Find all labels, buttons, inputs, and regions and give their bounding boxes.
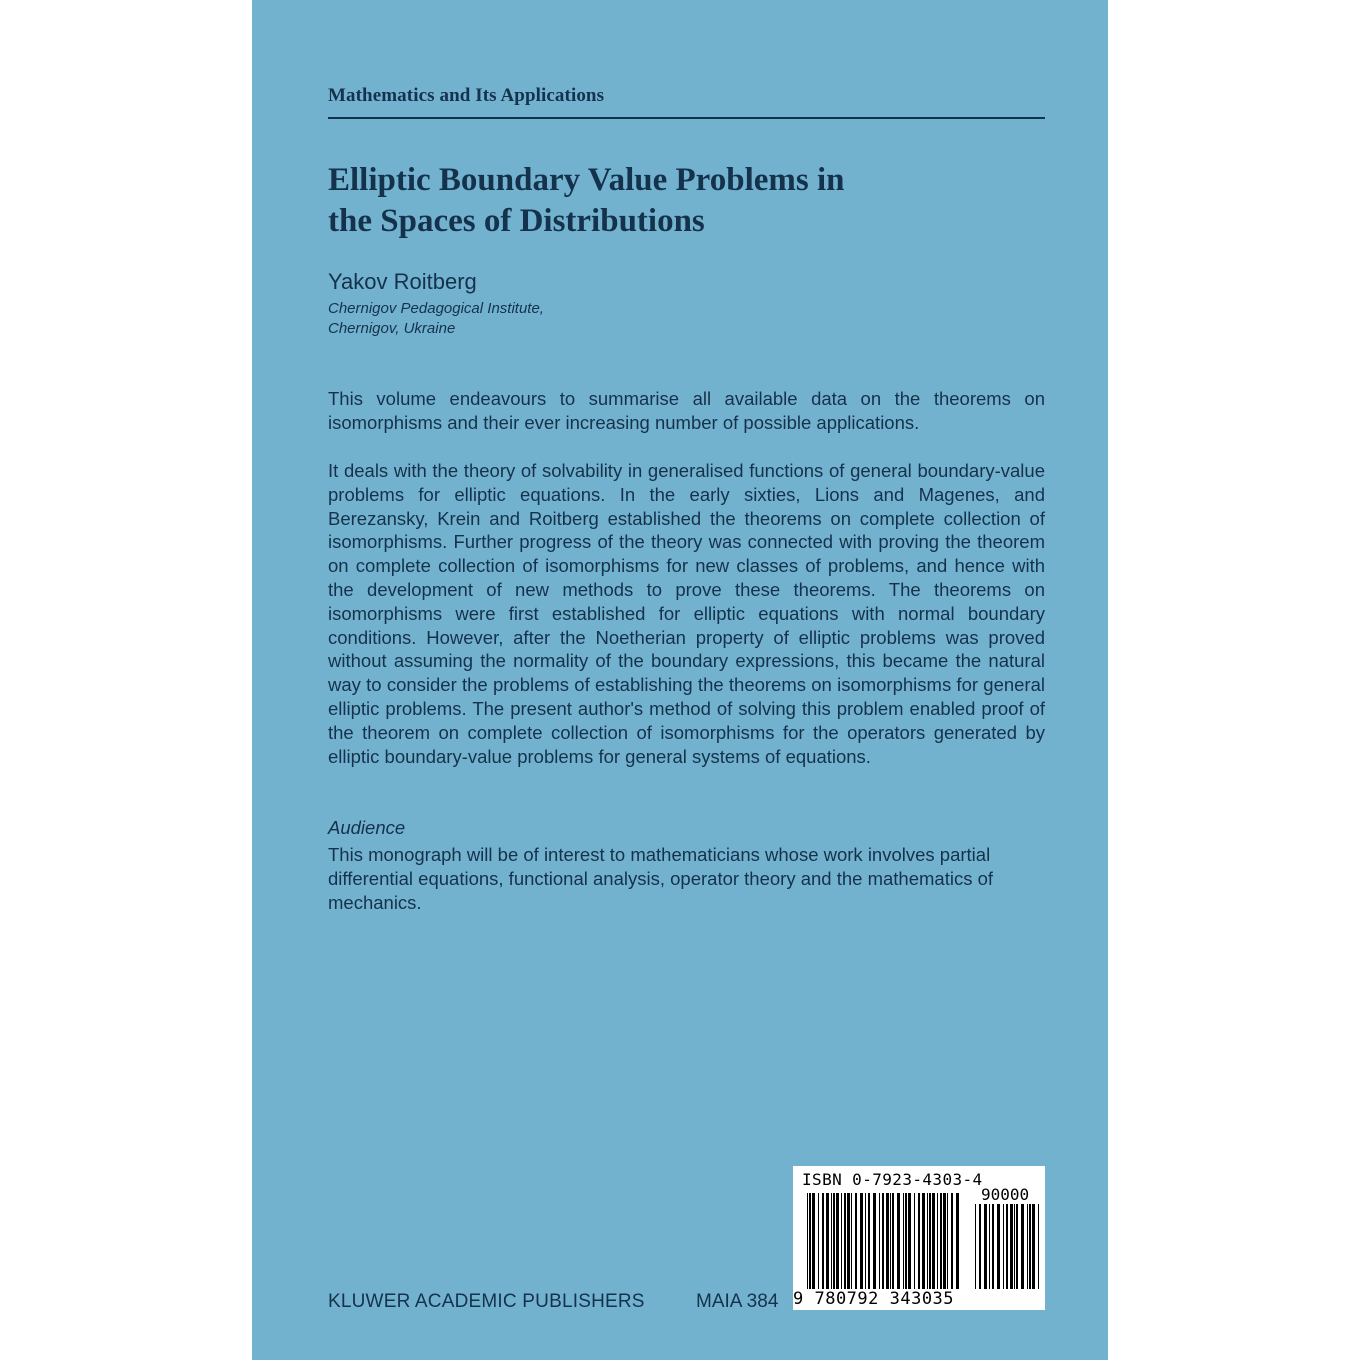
barcode-bar [947,1193,948,1289]
barcode-bar [937,1193,938,1289]
barcode-bar [1032,1204,1035,1289]
barcode-bar [979,1204,981,1289]
barcode-bar [1003,1204,1004,1289]
book-title [328,160,1048,242]
barcode-bar [860,1193,863,1289]
barcode-bar [807,1193,808,1289]
barcode-bar [951,1193,953,1289]
barcode-bar [989,1204,990,1289]
barcode-bar [822,1193,824,1289]
barcode-bar [851,1193,852,1289]
series-code: MAIA 384 [696,1291,779,1312]
barcode-bar [844,1193,846,1289]
affiliation-line-1: Chernigov Pedagogical Institute, [328,300,544,317]
barcode-bar [809,1193,811,1289]
barcode-bar [879,1193,880,1289]
barcode-bar [956,1193,959,1289]
barcode-bar [855,1193,857,1289]
barcode-bar [922,1193,925,1289]
title-line-1: Elliptic Boundary Value Problems in [328,162,845,198]
barcode-bar [997,1204,1000,1289]
barcode-bar [826,1193,829,1289]
barcode-bar [1010,1204,1013,1289]
barcode-bar [882,1193,884,1289]
barcode-bar [865,1193,866,1289]
barcode-bar [892,1193,894,1289]
book-back-cover [252,0,1108,1360]
ean-digits: 9 780792 343035 [793,1289,955,1309]
barcode-bar [812,1193,815,1289]
blurb-paragraph-2: It deals with the theory of solvability in generalised functions of general boundary-value problems for elliptic equations. In the early sixties, Lions and Magenes, and Berezansky, Krein and Roitberg established the theorems on complete collection of isomorphisms. Further progress of the theory was connected with proving the theorem on complete collection of isomorphisms for new classes of problems, and hence with the development of new methods to prove these theorems. The theorems on isomorphisms were first established for elliptic equations with normal boundary conditions. However, after the Noetherian property of elliptic problems was proved without assuming the normality of the boundary expressions, this became the natural way to consider the problems of establishing the theorems on isomorphisms for general elliptic problems. The present author's method of solving this problem enabled proof of the theorem on complete collection of isomorphisms for the operators generated by elliptic boundary-value problems for general systems of equations. [328,460,1045,767]
barcode-bar [927,1193,928,1289]
barcode-bar [1038,1204,1039,1289]
audience-heading: Audience [328,817,406,838]
barcode-bar [908,1193,911,1289]
barcode-bar [1029,1204,1031,1289]
title-line-2: the Spaces of Distributions [328,203,705,239]
barcode-bar [1021,1204,1024,1289]
barcode-bar [984,1204,987,1289]
barcode-bar [841,1193,842,1289]
barcode-bar [1027,1204,1028,1289]
barcode-bar [897,1193,900,1289]
isbn-barcode [793,1166,1045,1310]
barcode-bar [929,1193,931,1289]
barcode-bar [868,1193,870,1289]
barcode-bar [847,1193,850,1289]
barcode-bar [905,1193,907,1289]
barcode-bar [886,1193,889,1289]
audience-text: This monograph will be of interest to mathematicians whose work involves partial differential equations, functional analysis, operator theory and the mathematics of mechanics. [328,844,994,913]
barcode-bar [932,1193,935,1289]
author-affiliation [328,299,544,339]
barcode-bar [873,1193,876,1289]
barcode-bar [818,1193,819,1289]
barcode-bar [1014,1204,1015,1289]
barcode-bar [903,1193,904,1289]
blurb-paragraph-1: This volume endeavours to summarise all available data on the theorems on isomorphisms and their ever increasing number of possible applications. [328,388,1045,433]
barcode-bar [943,1193,946,1289]
price-addon-text: 90000 [981,1185,1030,1204]
barcode-bar [831,1193,832,1289]
barcode-bar [918,1193,920,1289]
barcode-bar [836,1193,839,1289]
publisher-name: KLUWER ACADEMIC PUBLISHERS [328,1291,645,1312]
isbn-text: ISBN 0-7923-4303-4 [802,1170,983,1189]
barcode-bar [914,1193,915,1289]
barcode-bar [833,1193,835,1289]
barcode-bar [1016,1204,1018,1289]
author-name: Yakov Roitberg [328,269,477,294]
barcode-bar [1006,1204,1008,1289]
barcode-bar [992,1204,994,1289]
affiliation-line-2: Chernigov, Ukraine [328,320,456,337]
series-rule [328,117,1045,119]
series-name: Mathematics and Its Applications [328,85,605,106]
barcode-bar [940,1193,942,1289]
barcode-bar [890,1193,891,1289]
barcode-bar [975,1204,976,1289]
